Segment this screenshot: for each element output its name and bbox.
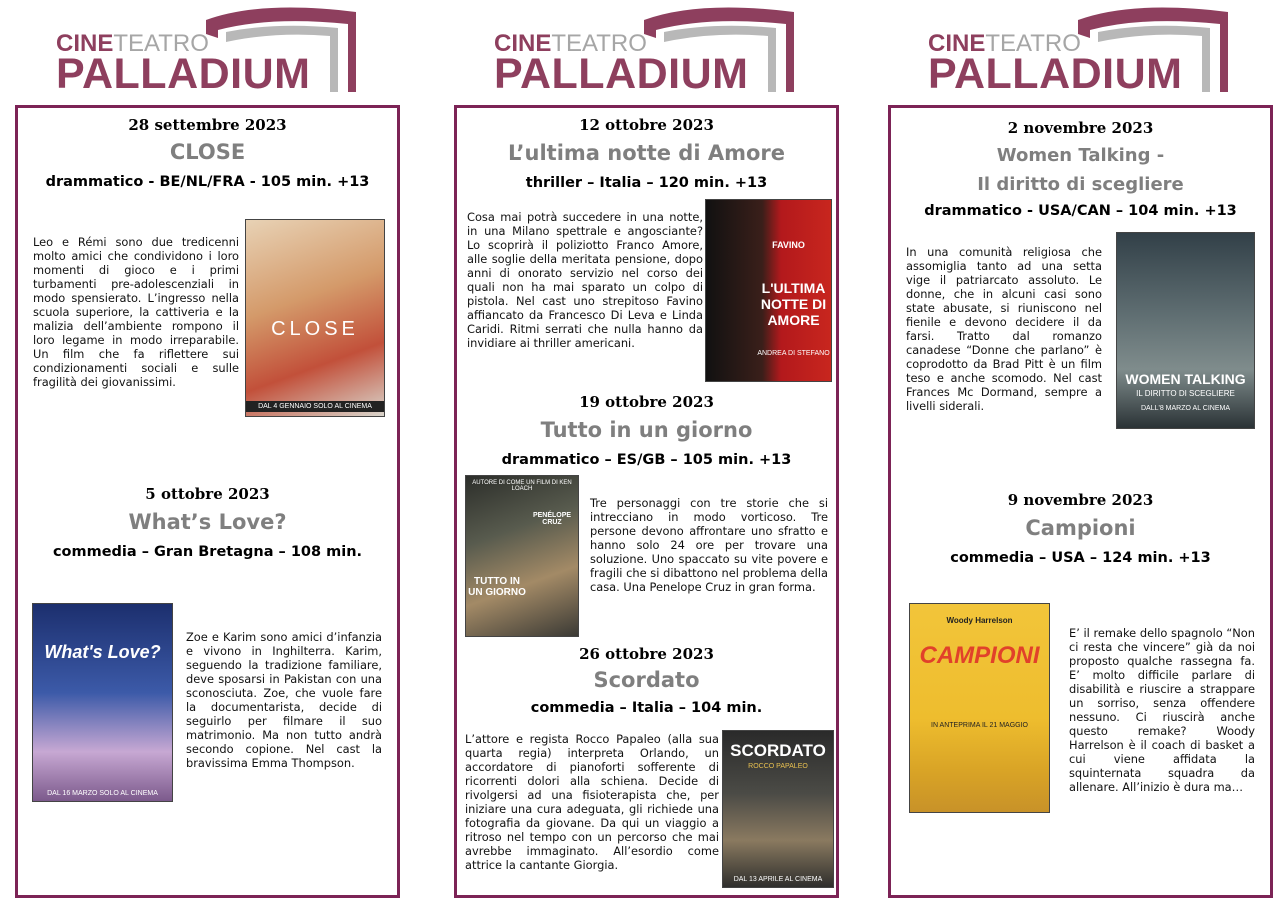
film-poster [722, 730, 834, 888]
film-meta: commedia – Gran Bretagna – 108 min. [52, 544, 363, 560]
poster-director: ANDREA DI STEFANO [757, 350, 830, 357]
film-title: CLOSE [169, 140, 246, 164]
film-description: In una comunità religiosa che assomiglia tanto ad una setta vige il patriarcato assoluto. Le donne, che in alcuni casi sono state abusate, si riuniscono nel fienile e devono decidere il da farsi. Tratto dal romanzo canadese “Donne che parlano” è coprodotto da Brad Pitt è un film teso e anche scomodo. Nel cast Frances Mc Dormand, sempre a livelli siderali. [906, 245, 1102, 413]
logo-palladium-text: PALLADIUM [56, 50, 311, 98]
film-poster [705, 199, 832, 382]
poster-title: TUTTO IN UN GIORNO [468, 576, 526, 598]
film-title: Campioni [1025, 516, 1136, 540]
poster-caption: DAL 13 APRILE AL CINEMA [733, 876, 823, 883]
poster-title: CAMPIONI [919, 642, 1040, 669]
poster-title: What's Love? [44, 642, 161, 662]
poster-caption: DAL 4 GENNAIO SOLO AL CINEMA [246, 401, 384, 412]
film-meta: drammatico – ES/GB – 105 min. +13 [501, 452, 792, 468]
film-title: L’ultima notte di Amore [508, 141, 785, 165]
film-description: Zoe e Karim sono amici d’infanzia e vivono in Inghilterra. Karim, seguendo la tradizione familiare, deve sposarsi in Pakistan con una sconosciuta. Zoe, che vuole fare la documentarista, decide di seguirlo per filmare il suo matrimonio. Ma non tutto andrà secondo copione. Nel cast la bravissima Emma Thompson. [186, 630, 382, 770]
film-meta: commedia – Italia – 104 min. [530, 700, 763, 716]
film-poster [909, 603, 1050, 813]
poster-title: WOMEN TALKING [1125, 371, 1246, 387]
poster-title: SCORDATO [730, 741, 826, 760]
logo-palladium-text: PALLADIUM [928, 50, 1183, 98]
logo-cineteatro: CINETEATRO [928, 30, 1081, 57]
film-description: L’attore e regista Rocco Papaleo (alla sua quarta regia) interpreta Orlando, un accordatore di pianoforti sofferente di ricorrenti dolori alla schiena. Decide di rivolgersi ad una fisioterapista che, per iniziare una cura adeguata, gli richiede una fotografia da giovane. Da qui un viaggio a ritroso nel tempo con un percorso che mai avrebbe immaginato. All’esordio come attrice la cantante Giorgia. [465, 732, 719, 872]
film-description: Tre personaggi con tre storie che si intrecciano in modo vorticoso. Tre persone devono affrontare uno sfratto e hanno solo 24 ore per trovare una soluzione. Uno spaccato su vite povere e fragili che si dibattono nel problema della casa. Una Penelope Cruz in gran forma. [590, 496, 828, 594]
poster-title: CLOSE [271, 318, 359, 340]
logo-cineteatro: CINETEATRO [56, 30, 209, 57]
logo-palladium-3 [928, 4, 1238, 98]
panel-column-3 [888, 105, 1273, 898]
poster-caption: DALL'8 MARZO AL CINEMA [1141, 405, 1230, 412]
film-date: 5 ottobre 2023 [145, 485, 270, 503]
poster-caption: DAL 16 MARZO SOLO AL CINEMA [47, 790, 158, 797]
film-description: Cosa mai potrà succedere in una notte, in una Milano spettrale e angosciante? Lo scoprirà il poliziotto Franco Amore, alle soglie della meritata pensione, dopo anni di onorato servizio nel corso dei quali non ha mai sparato un colpo di pistola. Nel cast uno strepitoso Favino affiancato da Francesco Di Leva e Linda Caridi. Ritmi serrati che nulla hanno da invidiare ai thriller americani. [467, 210, 703, 350]
film-meta: thriller – Italia – 120 min. +13 [525, 175, 768, 191]
panel-column-1 [15, 105, 400, 898]
film-date: 9 novembre 2023 [1007, 491, 1154, 509]
film-date: 2 novembre 2023 [1007, 119, 1154, 137]
film-poster [465, 475, 579, 637]
film-date: 26 ottobre 2023 [579, 645, 714, 663]
poster-caption: IN ANTEPRIMA IL 21 MAGGIO [931, 722, 1028, 729]
film-date: 12 ottobre 2023 [579, 116, 714, 134]
poster-director: ROCCO PAPALEO [748, 763, 808, 770]
film-poster [32, 603, 173, 802]
poster-actor: FAVINO [772, 240, 805, 250]
poster-cast: PENÉLOPE CRUZ [532, 512, 572, 526]
film-title: Tutto in un giorno [540, 418, 753, 442]
film-date: 19 ottobre 2023 [579, 393, 714, 411]
poster-subtitle: IL DIRITTO DI SCEGLIERE [1136, 389, 1235, 398]
logo-palladium-text: PALLADIUM [494, 50, 749, 98]
logo-palladium-1 [56, 4, 366, 98]
film-description: Leo e Rémi sono due tredicenni molto amici che condividono i loro momenti di gioco e i primi turbamenti pre-adolescenziali in modo spensierato. L’ingresso nella scuola superiore, la cattiveria e la malizia dell’ambiente rompono il loro legame in modo irreparabile. Un film che fa riflettere sui condizionamenti sociali e sulle fragilità dei giovanissimi. [33, 235, 239, 389]
film-date: 28 settembre 2023 [128, 116, 287, 134]
film-title-line-2: Il diritto di scegliere [977, 174, 1184, 195]
film-meta: drammatico - BE/NL/FRA - 105 min. +13 [45, 174, 370, 190]
film-meta: commedia – USA – 124 min. +13 [950, 550, 1211, 566]
poster-title: L'ULTIMA NOTTE DI AMORE [760, 280, 827, 328]
film-poster [1116, 232, 1255, 429]
poster-top-text: AUTORE DI COME UN FILM DI KEN LOACH [472, 480, 572, 492]
film-title: Scordato [593, 668, 700, 692]
film-description: E’ il remake dello spagnolo “Non ci resta che vincere” già da noi proposto qualche rassegna fa. E’ molto difficile parlare di disabilità e riuscire a strappare un sorriso, senza offendere nessuno. Ci riuscirà anche questo remake? Woody Harrelson è il coach di basket a cui viene affidata la squinternata squadra da allenare. All’inizio è dura ma… [1069, 626, 1255, 794]
panel-column-2 [454, 105, 839, 898]
film-title: What’s Love? [128, 510, 287, 534]
film-meta: drammatico - USA/CAN – 104 min. +13 [924, 203, 1237, 219]
film-title-line-1: Women Talking - [996, 145, 1165, 166]
film-poster [245, 219, 385, 417]
poster-actor: Woody Harrelson [946, 616, 1013, 625]
logo-palladium-2 [494, 4, 804, 98]
logo-cineteatro: CINETEATRO [494, 30, 647, 57]
